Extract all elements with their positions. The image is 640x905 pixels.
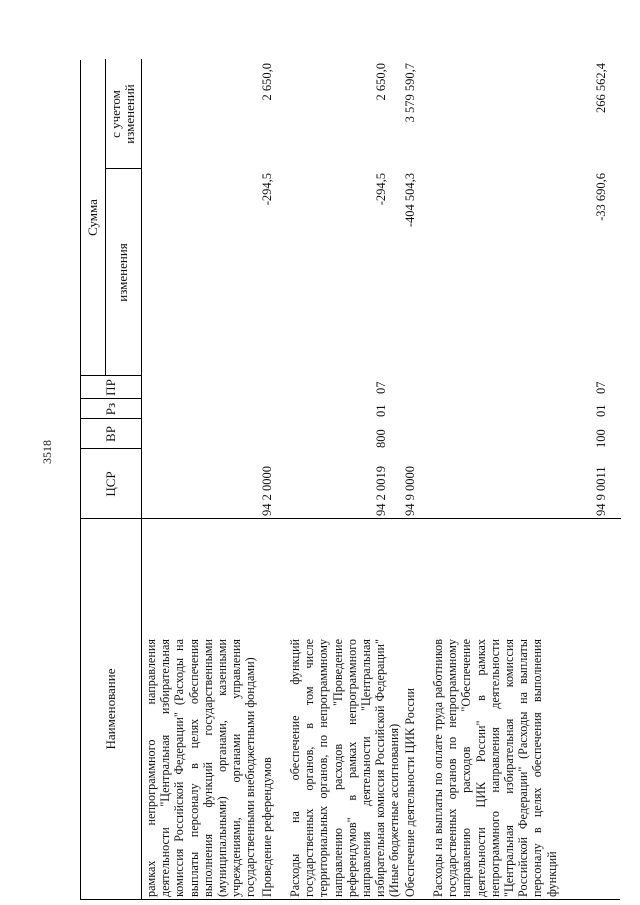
header-vr: ВР (103, 426, 118, 442)
header-pr: ПР (103, 379, 118, 396)
row-change: -33 690,6 (594, 173, 608, 221)
row-csr: 94 9 0011 (594, 466, 608, 516)
row-with-change: 266 562,4 (594, 63, 608, 113)
column-divider (81, 518, 621, 519)
row-name: Расходы на обеспечение функций государственных органов, в том числе территориальных органов, по непрограммному направлению расходов "Проведение референдумов" в рамках непрограммного направления деятельности "Центральная избирательная комиссия Российской Федерации" (Иные бюджетные ассигнования) (288, 639, 402, 897)
header-rz: Рз (103, 402, 118, 416)
row-name: Обеспечение деятельности ЦИК России (403, 688, 417, 897)
row-rz: 01 (374, 404, 388, 417)
header-change: изменения (115, 243, 130, 302)
budget-table (80, 60, 620, 900)
row-name: Проведение референдумов (260, 757, 274, 897)
row-change: -294,5 (374, 173, 388, 206)
row-pr: 07 (594, 381, 608, 394)
row-csr: 94 2 0000 (260, 466, 274, 516)
header-with-change: с учетом изменений (108, 84, 137, 144)
row-pr: 07 (374, 381, 388, 394)
row-vr: 800 (374, 429, 388, 448)
row-vr: 100 (594, 429, 608, 448)
row-with-change: 2 650,0 (260, 63, 274, 101)
row-name: Расходы на выплаты по оплате труда работников государственных органов по непрограммному направлению расходов "Обеспечение деятельности ЦИК России" в рамках непрограммного направления деятельности "Центральная избирательная комиссия Российской Федерации" (Расходы на выплаты персоналу в целях обеспечения выполнения функций (431, 639, 559, 897)
header-sum: Сумма (85, 199, 100, 236)
row-name: рамках непрограммного направления деятельности "Центральная избирательная комиссия Российской Федерации" (Расходы на выплаты персоналу в целях обеспечения выполнения функций государственными (муниципальными) органами, казенными учреждениями, органами управления государственными внебюджетными фондами) (144, 639, 258, 897)
page-number: 3518 (40, 440, 54, 464)
row-rz: 01 (594, 404, 608, 417)
row-csr: 94 9 0000 (403, 466, 417, 516)
header-name: Наименование (103, 668, 118, 750)
row-change: -404 504,3 (403, 173, 417, 228)
row-with-change: 2 650,0 (374, 63, 388, 101)
header-csr: ЦСР (103, 471, 118, 497)
row-csr: 94 2 0019 (374, 466, 388, 516)
row-change: -294,5 (260, 173, 274, 206)
header-bottom-line (141, 59, 142, 899)
row-with-change: 3 579 590,7 (403, 63, 417, 123)
budget-table-rotated (80, 60, 620, 900)
